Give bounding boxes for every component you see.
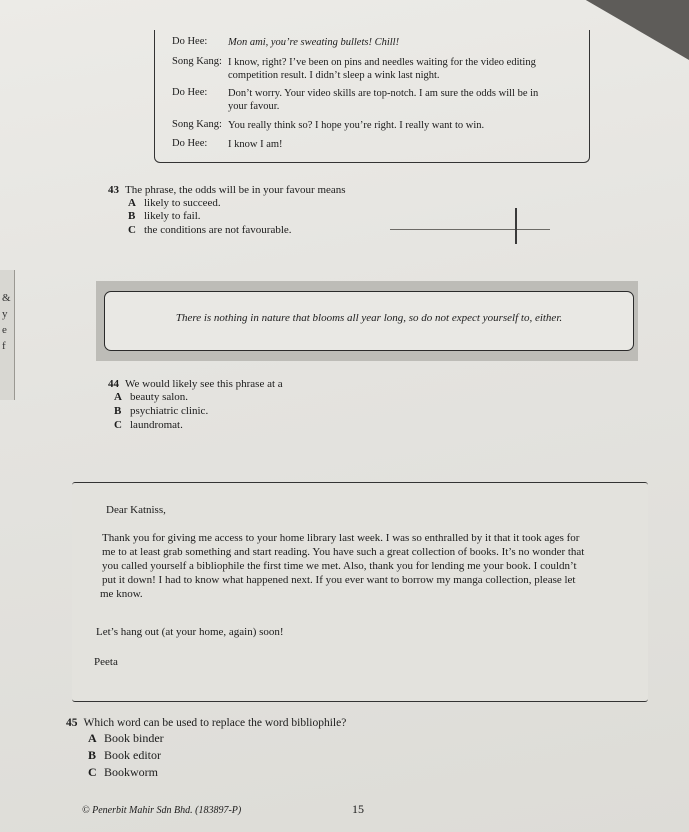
option-b[interactable] xyxy=(114,405,208,417)
dialogue-text: I know I am! xyxy=(228,139,283,150)
letter-greeting: Dear Katniss, xyxy=(106,504,166,516)
question-number: 44 xyxy=(108,378,119,390)
option-letter: B xyxy=(128,210,136,222)
letter-closing: Let’s hang out (at your home, again) soon! xyxy=(96,626,284,638)
option-text: likely to succeed. xyxy=(144,197,221,209)
option-text: Book binder xyxy=(104,731,164,745)
option-text: Book editor xyxy=(104,748,161,762)
dialogue-text: Don’t worry. Your video skills are top-notch. I am sure the odds will be in xyxy=(228,88,539,99)
option-text: beauty salon. xyxy=(130,391,189,403)
dialogue-text: I know, right? I’ve been on pins and needles waiting for the video editing xyxy=(228,57,536,68)
option-b[interactable] xyxy=(88,748,161,763)
option-text: psychiatric clinic. xyxy=(130,405,209,417)
quote-box xyxy=(104,291,634,351)
binding-edge xyxy=(0,270,15,400)
option-letter: B xyxy=(114,405,122,417)
question-stem: The phrase, the odds will be in your favour means xyxy=(125,184,346,196)
speaker: Song Kang: xyxy=(172,56,222,67)
question-43 xyxy=(108,183,346,197)
dialogue-text: Mon ami, you’re sweating bullets! Chill! xyxy=(228,37,400,48)
dialogue-text: You really think so? I hope you’re right. I really want to win. xyxy=(228,120,485,131)
option-c[interactable] xyxy=(114,419,183,431)
speaker: Song Kang: xyxy=(172,119,222,130)
option-text: laundromat. xyxy=(130,419,183,431)
option-c[interactable] xyxy=(128,224,292,236)
option-text: the conditions are not favourable. xyxy=(144,224,292,236)
option-b[interactable] xyxy=(128,210,201,222)
option-a[interactable] xyxy=(88,731,164,746)
option-letter: A xyxy=(128,197,136,209)
publisher-footer: © Penerbit Mahir Sdn Bhd. (183897-P) xyxy=(82,805,242,816)
option-letter: A xyxy=(88,731,97,745)
question-stem: We would likely see this phrase at a xyxy=(125,378,283,390)
spine-letter: & xyxy=(2,292,11,304)
quote-text: There is nothing in nature that blooms all year long, so do not expect yourself to, either. xyxy=(175,312,563,324)
spine-letter: e xyxy=(2,324,7,336)
option-letter: A xyxy=(114,391,122,403)
question-number: 43 xyxy=(108,184,119,196)
speaker: Do Hee: xyxy=(172,36,208,47)
letter-signature: Peeta xyxy=(94,656,118,668)
option-a[interactable] xyxy=(114,391,188,403)
option-c[interactable] xyxy=(88,765,158,780)
option-text: likely to fail. xyxy=(144,210,201,222)
spine-letter: f xyxy=(2,340,6,352)
letter-line: put it down! I had to know what happened next. If you ever want to borrow my manga collection, please let xyxy=(102,574,576,586)
question-number: 45 xyxy=(66,717,78,729)
option-letter: C xyxy=(88,765,97,779)
pencil-mark xyxy=(515,208,517,244)
letter-line: me know. xyxy=(100,588,143,600)
dialogue-text: your favour. xyxy=(228,101,280,112)
question-stem: Which word can be used to replace the word bibliophile? xyxy=(83,717,347,729)
option-letter: B xyxy=(88,748,97,762)
letter-line: you called yourself a bibliophile the first time we met. Also, thank you for lending me your book. I couldn’t xyxy=(102,560,577,572)
option-letter: C xyxy=(128,224,136,236)
option-text: Bookworm xyxy=(104,765,158,779)
option-a[interactable] xyxy=(128,197,221,209)
question-45 xyxy=(66,716,346,730)
speaker: Do Hee: xyxy=(172,87,208,98)
question-44 xyxy=(108,377,283,391)
speaker: Do Hee: xyxy=(172,138,208,149)
dialogue-text: competition result. I didn’t sleep a wink last night. xyxy=(228,70,440,81)
option-letter: C xyxy=(114,419,122,431)
pencil-line xyxy=(390,229,550,230)
letter-line: Thank you for giving me access to your home library last week. I was so enthralled by it that it took ages for xyxy=(102,532,580,544)
spine-letter: y xyxy=(2,308,8,320)
letter-line: me to at least grab something and start reading. You have such a great collection of books. It’s no wonder that xyxy=(102,546,585,558)
page-number: 15 xyxy=(352,802,364,816)
